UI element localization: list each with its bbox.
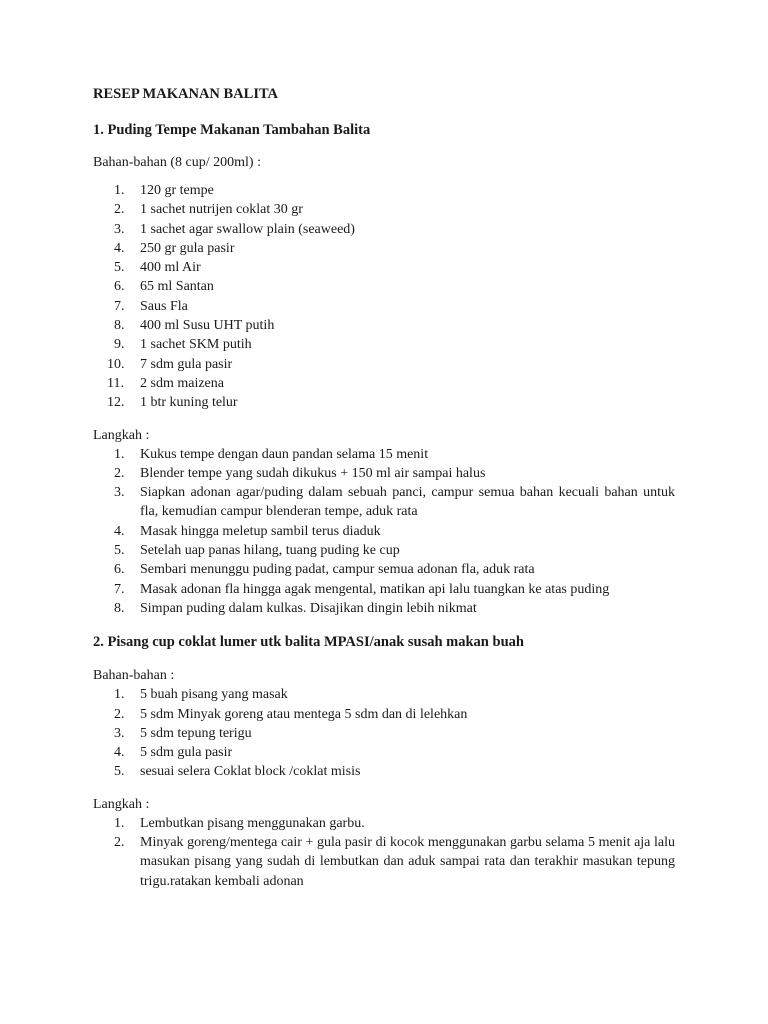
recipe-1 [93,120,675,618]
list-item: 1. 5 buah pisang yang masak [114,687,288,703]
recipe-2 [93,632,675,891]
recipe-2-steps-label: Langkah : [93,796,150,812]
recipe-1-ingredients-label: Bahan-bahan (8 cup/ 200ml) : [93,155,261,170]
list-item: 9. 1 sachet SKM putih [114,337,252,353]
list-item: 8. 400 ml Susu UHT putih [114,318,275,334]
list-item: 2. 5 sdm Minyak goreng atau mentega 5 sdm dan di lelehkan [114,706,468,722]
recipe-2-steps-list [93,814,675,891]
list-item: 6. 65 ml Santan [114,279,214,295]
list-item: 3. Siapkan adonan agar/puding dalam sebuah panci, campur semua bahan kecuali bahan untuk fla, kemudian campur blenderan tempe, aduk rata [114,485,675,520]
recipe-1-ingredients-list [93,181,675,413]
list-item: 5. sesuai selera Coklat block /coklat misis [114,764,361,780]
list-item: 2. 1 sachet nutrijen coklat 30 gr [114,202,303,218]
recipe-1-steps-list [93,445,675,619]
list-item: 4. Masak hingga meletup sambil terus diaduk [114,523,381,539]
recipe-2-ingredients-label: Bahan-bahan : [93,668,175,684]
list-item: 1. Kukus tempe dengan daun pandan selama 15 menit [114,446,429,462]
recipe-2-heading: 2. Pisang cup coklat lumer utk balita MPASI/anak susah makan buah [93,634,524,651]
document-page [93,84,675,891]
list-item: 12. 1 btr kuning telur [107,395,238,411]
list-item: 7. Masak adonan fla hingga agak mengental, matikan api lalu tuangkan ke atas puding [114,581,610,597]
list-item: 11. 2 sdm maizena [107,375,224,391]
list-item: 5. 400 ml Air [114,260,201,276]
list-item: 4. 250 gr gula pasir [114,240,235,256]
list-item: 3. 1 sachet agar swallow plain (seaweed) [114,221,355,237]
list-item: 1. Lembutkan pisang menggunakan garbu. [114,815,365,831]
list-item: 3. 5 sdm tepung terigu [114,725,252,741]
list-item: 10. 7 sdm gula pasir [107,356,233,372]
list-item: 7. Saus Fla [114,298,188,314]
document-title: RESEP MAKANAN BALITA [93,86,279,102]
recipe-1-heading: 1. Puding Tempe Makanan Tambahan Balita [93,122,371,138]
list-item: 2. Blender tempe yang sudah dikukus + 150 ml air sampai halus [114,465,486,481]
list-item: 8. Simpan puding dalam kulkas. Disajikan dingin lebih nikmat [114,600,477,616]
list-item: 6. Sembari menunggu puding padat, campur semua adonan fla, aduk rata [114,562,535,578]
recipe-2-ingredients-list [93,685,675,781]
list-item: 5. Setelah uap panas hilang, tuang puding ke cup [114,543,400,559]
list-item: 1. 120 gr tempe [114,183,214,198]
list-item: 2. Minyak goreng/mentega cair + gula pasir di kocok menggunakan garbu selama 5 menit aja lalu masukan pisang yang sudah di lembutkan dan aduk sampai rata dan terakhir masukan tepung trigu.ratakan kembali adonan [114,835,675,889]
recipe-1-steps-label: Langkah : [93,427,150,443]
list-item: 4. 5 sdm gula pasir [114,745,233,761]
